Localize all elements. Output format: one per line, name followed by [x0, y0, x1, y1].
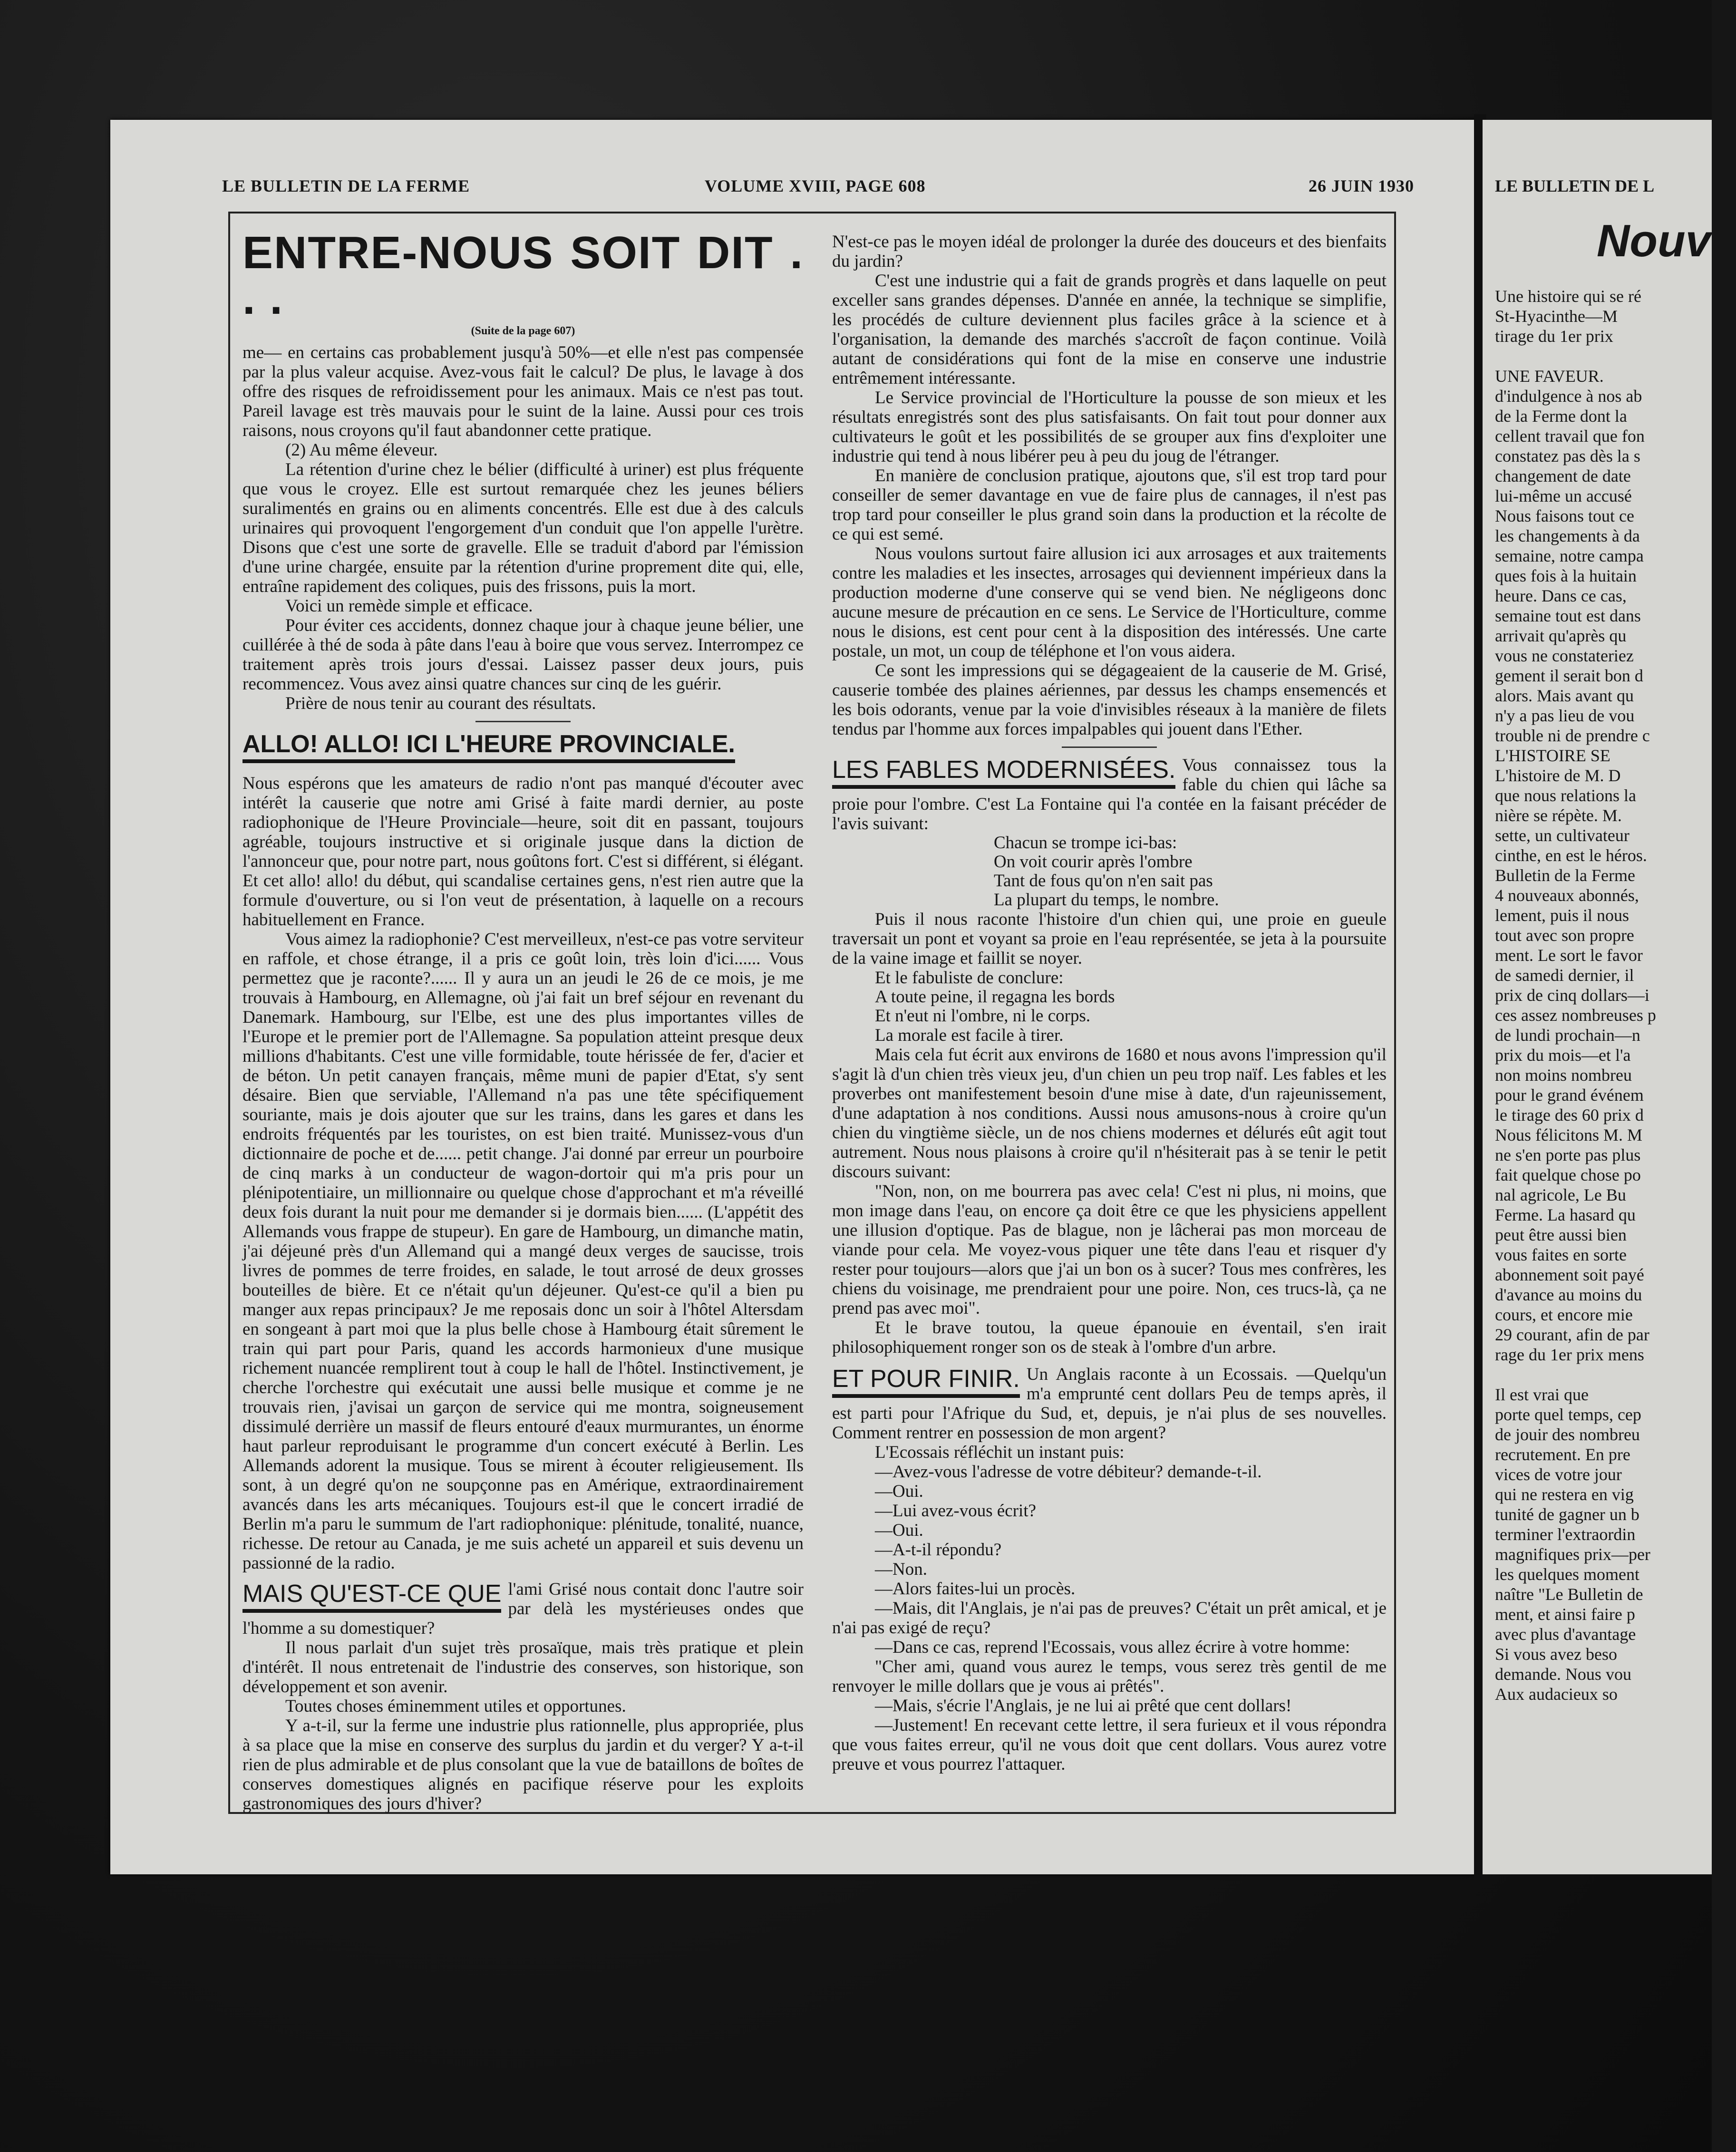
adjacent-text: [1495, 286, 1656, 1704]
paragraph: Et le fabuliste de conclure:: [875, 968, 1064, 988]
header-publication: LE BULLETIN DE LA FERME: [222, 176, 470, 195]
dialog-line: L'Ecossais réfléchit un instant puis:: [875, 1443, 1125, 1462]
adjacent-text-line: arrivait qu'après qu: [1495, 626, 1627, 645]
dialog-line: —Non.: [875, 1560, 927, 1579]
dialog-line: —A-t-il répondu?: [875, 1540, 1002, 1560]
poem-line: La plupart du temps, le nombre.: [994, 890, 1219, 910]
poem-line: A toute peine, il regagna les bords: [875, 987, 1115, 1007]
adjacent-text-line: Ferme. La hasard qu: [1495, 1205, 1636, 1224]
paragraph: Vous aimez la radiophonie? C'est merveilleux, n'est-ce pas votre serviteur en raffole, et chose étrange, il a pris ce goût loin, très loin d'ici...... Vous permettez que je raconte?...... Il y aura un an jeudi le 26 de ce mois, je me trouvais à Hambourg, en Allemagne, où j'ai fait un bref séjour en revenant du Danemark. Hambourg, sur l'Elbe, est une des plus importantes villes de l'Europe et le premier port de l'Allemagne. Sa population atteint presque deux millions d'habitants. C'est une ville formidable, toute hérissée de fer, d'acier et de béton. Un petit canayen français, même muni de papier d'Etat, s'y sent désaire. Bien que serviable, l'Allemand n'a pas une tête spécifiquement souriante, mais je dois ajouter que sur les trains, dans les gares et dans les endroits fréquentés par les touristes, on est bien traité. Munissez-vous d'un dictionnaire de poche et de...... petit change. J'ai donné par erreur un pourboire de cinq marks à un conducteur de wagon-dortoir qui m'a pris pour un plénipotentiaire, un millionnaire ou quelque chose d'approchant et m'a réveillé deux fois durant la nuit pour me demander si je dormais bien...... (L'appétit des Allemands vous frappe de stupeur). En gare de Hambourg, un dimanche matin, j'ai déjeuné près d'un Allemand qui a mangé deux verges de saucisse, trois livres de pommes de terre froides, en salade, le tout arrosé de deux grosses bouteilles de bière. Et ce n'était qu'un déjeuner. Qu'est-ce qu'il a bien pu manger aux repas principaux? Je me reposais donc un soir à l'hôtel Altersdam en songeant à part moi que la plus belle chose à Hambourg était sûrement le train qui part pour Paris, quand les accords harmonieux d'une musique richement nuancée remplirent tout à coup le hall de l'hôtel. Instinctivement, je cherche l'orchestre qui exécutait une aussi belle musique et comme je ne trouvais rien, j'avisai un garçon de service qui me montra, soigneusement dissimulé derrière un massif de fleurs entouré d'eaux murmurantes, un énorme haut parleur reproduisant le programme d'un concert exécuté à Berlin. Les Allemands adorent la musique. Tous se mirent à écouter religieusement. Ils sont, à un degré qu'on ne soupçonne pas en Amérique, extraordinairement avancés dans les arts mécaniques. Toujours est-il que le concert irradié de Berlin m'a paru le summum de l'art radiophonique: plénitude, tonalité, nuance, richesse. De retour au Canada, je me suis acheté un appareil et suis devenu un passionné de la radio.: [242, 930, 804, 1573]
column-left: [242, 227, 804, 1813]
paragraph: Mais cela fut écrit aux environs de 1680 et nous avons l'impression qu'il s'agit là d'un chien très vieux jeu, d'un chien un peu trop naïf. Les fables et les proverbes ont manifestement besoin d'une mise à date, d'un rajeunissement, d'une adaptation à nos conditions. Aussi nous amusons-nous à croire qu'un chien du vingtième siècle, un de nos chiens modernes et délurés eût agit tout autrement. Nous nous plaisons à croire qu'il n'hésiterait pas à se tenir le petit discours suivant:: [832, 1045, 1387, 1182]
adjacent-text-line: nière se répète. M.: [1495, 806, 1622, 825]
adjacent-text-line: porte quel temps, cep: [1495, 1405, 1641, 1424]
adjacent-text-line: Nous faisons tout ce: [1495, 506, 1634, 525]
paragraph: La morale est facile à tirer.: [875, 1026, 1064, 1045]
adjacent-text-line: que nous relations la: [1495, 786, 1636, 805]
dialog-line: —Dans ce cas, reprend l'Ecossais, vous allez écrire à votre homme:: [875, 1638, 1350, 1657]
adjacent-text-line: sette, un cultivateur: [1495, 826, 1629, 845]
paragraph: Pour éviter ces accidents, donnez chaque jour à chaque jeune bélier, une cuillérée à thé de soda à pâte dans l'eau à boire que vous servez. Interrompez ce traitement après trois jours d'essai. Laissez passer deux jours, puis recommencez. Vous avez ainsi quatre chances sur cinq de les guérir.: [242, 616, 804, 694]
adjacent-text-line: vous ne constateriez: [1495, 646, 1634, 665]
poem-line: Tant de fous qu'on n'en sait pas: [994, 871, 1213, 891]
adjacent-text-line: de jouir des nombreu: [1495, 1425, 1640, 1444]
adjacent-text-line: rage du 1er prix mens: [1495, 1345, 1644, 1364]
poem-line: Chacun se trompe ici-bas:: [994, 833, 1177, 853]
adjacent-text-line: demande. Nous vou: [1495, 1665, 1631, 1684]
adjacent-text-line: avec plus d'avantage: [1495, 1625, 1636, 1644]
adjacent-text-line: non moins nombreu: [1495, 1066, 1632, 1085]
adjacent-text-line: St-Hyacinthe—M: [1495, 307, 1618, 326]
adjacent-text-line: n'y a pas lieu de vou: [1495, 706, 1635, 725]
poem-quote: [832, 988, 1387, 1026]
article-title: ENTRE-NOUS SOIT DIT . . .: [242, 227, 804, 324]
adjacent-text-line: L'histoire de M. D: [1495, 766, 1621, 785]
adjacent-text-line: Si vous avez beso: [1495, 1645, 1617, 1664]
section-heading-finir: ET POUR FINIR.: [832, 1365, 1020, 1398]
adjacent-text-line: vices de votre jour: [1495, 1465, 1622, 1484]
continued-note: (Suite de la page 607): [471, 325, 575, 337]
adjacent-text-line: pour le grand événem: [1495, 1086, 1644, 1105]
adjacent-text-line: de lundi prochain—n: [1495, 1026, 1640, 1045]
poem-line: Et n'eut ni l'ombre, ni le corps.: [875, 1006, 1091, 1026]
adjacent-text-line: cinthe, en est le héros.: [1495, 846, 1647, 865]
adjacent-text-line: magnifiques prix—per: [1495, 1545, 1650, 1564]
paragraph: me— en certains cas probablement jusqu'à 50%—et elle n'est pas compensée par la plus valeur acquise. Avez-vous fait le calcul? De plus, le lavage à dos offre des risques de refroidissement pour les animaux. Mais ce n'est pas tout. Pareil lavage est très mauvais pour le suint de la laine. Aussi pour ces trois raisons, nous croyons qu'il faut abandonner cette pratique.: [242, 343, 804, 440]
adjacent-text-line: terminer l'extraordin: [1495, 1525, 1636, 1544]
adjacent-text-line: de samedi dernier, il: [1495, 966, 1634, 985]
adjacent-text-line: abonnement soit payé: [1495, 1265, 1644, 1284]
adjacent-text-line: d'avance au moins du: [1495, 1285, 1642, 1304]
adjacent-text-line: de la Ferme dont la: [1495, 407, 1627, 426]
dialog-line: —Justement! En recevant cette lettre, il sera furieux et il vous répondra que vous faites erreur, qu'il ne vous doit que cent dollars. Vous aurez votre preuve et vous pourrez l'attaquer.: [832, 1716, 1387, 1774]
adjacent-text-line: fait quelque chose po: [1495, 1165, 1641, 1184]
adjacent-text-line: les changements à da: [1495, 526, 1640, 545]
adjacent-title: Nouve: [1597, 215, 1736, 266]
dialog-line: —Oui.: [875, 1521, 923, 1540]
adjacent-text-line: trouble ni de prendre c: [1495, 726, 1650, 745]
dialog-line: —Alors faites-lui un procès.: [875, 1579, 1076, 1599]
paragraph: Prière de nous tenir au courant des résultats.: [285, 694, 596, 713]
paragraph: Puis il nous raconte l'histoire d'un chien qui, une proie en gueule traversait un pont et voyant sa proie en l'eau représentée, se jeta à la poursuite de la vaine image et faillit se noyer.: [832, 910, 1387, 968]
paragraph: Y a-t-il, sur la ferme une industrie plus rationnelle, plus appropriée, plus à sa place que la mise en conserve des surplus du jardin et du verger? Y a-t-il rien de plus admirable et de plus consolant que la vue de bataillons de boîtes de conserves domestiques alignés en pacifique réserve pour les exploits gastronomiques des jours d'hiver?: [242, 1716, 804, 1813]
column-right: [832, 232, 1387, 1801]
poem-quote: [832, 834, 1387, 910]
paragraph: La rétention d'urine chez le bélier (difficulté à uriner) est plus fréquente que vous le croyez. Elle est surtout remarquée chez les jeunes béliers suralimentés en grains ou en aliments concentrés. Elle est due à des calculs urinaires qui provoquent l'engorgement d'un conduit que l'on appelle l'urètre. Disons que c'est une sorte de gravelle. Elle se traduit d'abord par l'émission d'une urine chargée, ensuite par la rétention d'urine proprement dite qui, elle, entraîne rapidement des coliques, puis des frissons, puis la mort.: [242, 460, 804, 596]
paragraph: Ce sont les impressions qui se dégageaient de la causerie de M. Grisé, causerie tombée des plaines aériennes, par dessus les champs ensemencés et les bois odorants, venue par la voie d'invisibles réseaux à la manière de filets tendus par l'homme aux forces impalpables qui jouent dans l'Ether.: [832, 661, 1387, 739]
adjacent-text-line: [1495, 346, 1656, 366]
adjacent-text-line: peut être aussi bien: [1495, 1225, 1627, 1244]
adjacent-text-line: heure. Dans ce cas,: [1495, 586, 1627, 605]
section-heading-radio: ALLO! ALLO! ICI L'HEURE PROVINCIALE.: [242, 730, 735, 763]
section-divider: [475, 721, 571, 722]
adjacent-text-line: nal agricole, Le Bu: [1495, 1185, 1626, 1204]
section-lead: l'ami Grisé nous contait donc l'autre soir par delà les mystérieuses ondes que l'homme a su domestiquer?: [242, 1580, 804, 1638]
newspaper-page: [110, 120, 1480, 1874]
dialog-line: —Mais, s'écrie l'Anglais, je ne lui ai prêté que cent dollars!: [875, 1696, 1292, 1716]
dialog-line: —Mais, dit l'Anglais, je n'ai pas de preuves? C'était un prêt amical, et je n'ai pas exigé de reçu?: [832, 1599, 1387, 1638]
adjacent-text-line: prix du mois—et l'a: [1495, 1046, 1631, 1065]
adjacent-text-line: lui-même un accusé: [1495, 486, 1632, 505]
adjacent-text-line: UNE FAVEUR.: [1495, 367, 1604, 386]
adjacent-text-line: Nous félicitons M. M: [1495, 1125, 1642, 1144]
adjacent-text-line: constatez pas dès la s: [1495, 446, 1640, 465]
adjacent-header: LE BULLETIN DE L: [1495, 176, 1655, 195]
adjacent-text-line: les quelques moment: [1495, 1565, 1639, 1584]
adjacent-text-line: prix de cinq dollars—i: [1495, 986, 1649, 1005]
paragraph: N'est-ce pas le moyen idéal de prolonger la durée des douceurs et des bienfaits du jardin?: [832, 232, 1387, 271]
adjacent-text-line: lement, puis il nous: [1495, 906, 1629, 925]
adjacent-text-line: ne s'en porte pas plus: [1495, 1145, 1641, 1164]
paragraph: Voici un remède simple et efficace.: [285, 596, 533, 616]
adjacent-text-line: tout avec son propre: [1495, 926, 1634, 945]
adjacent-text-line: ment, et ainsi faire p: [1495, 1605, 1635, 1624]
adjacent-text-line: Une histoire qui se ré: [1495, 287, 1641, 306]
adjacent-text-line: ment. Le sort le favor: [1495, 946, 1643, 965]
adjacent-text-line: Il est vrai que: [1495, 1385, 1589, 1404]
paragraph: Nous voulons surtout faire allusion ici aux arrosages et aux traitements contre les maladies et les insectes, arrosages qui deviennent impérieux dans la production moderne d'une conserve qui se vend bien. Ne négligeons donc aucune mesure de précaution en ce sens. Le Service de l'Horticulture, comme nous le disions, est cent pour cent à la disposition des intéressés. Une carte postale, un mot, un coup de téléphone et l'on vous aidera.: [832, 544, 1387, 661]
paragraph: C'est une industrie qui a fait de grands progrès et dans laquelle on peut exceller sans grandes dépenses. D'année en année, la technique se simplifie, les procédés de culture deviennent plus faciles grâce à la science et à l'organisation, la demande des marchés s'accroît de façon continue. Voilà autant de considérations qui font de la mise en conserve une industrie entrêmement intéressante.: [832, 271, 1387, 388]
dialog-line: —Lui avez-vous écrit?: [875, 1501, 1037, 1521]
adjacent-text-line: tunité de gagner un b: [1495, 1505, 1639, 1524]
adjacent-text-line: L'HISTOIRE SE: [1495, 746, 1610, 765]
paragraph: Et le brave toutou, la queue épanouie en éventail, s'en irait philosophiquement ronger son os de steak à l'ombre d'un arbre.: [832, 1318, 1387, 1357]
paragraph: Toutes choses éminemment utiles et opportunes.: [285, 1696, 626, 1716]
header-date: 26 JUIN 1930: [1309, 176, 1415, 195]
adjacent-text-line: gement il serait bon d: [1495, 666, 1643, 685]
adjacent-text-line: recrutement. En pre: [1495, 1445, 1630, 1464]
header-volume: VOLUME XVIII, PAGE 608: [705, 176, 926, 195]
adjacent-text-line: changement de date: [1495, 466, 1631, 485]
dialog-line: "Cher ami, quand vous aurez le temps, vous serez très gentil de me renvoyer le mille dollars que je vous ai prêtés".: [832, 1657, 1387, 1696]
adjacent-text-line: cours, et encore mie: [1495, 1305, 1633, 1324]
section-heading-fables: LES FABLES MODERNISÉES.: [832, 756, 1175, 789]
adjacent-text-line: Aux audacieux so: [1495, 1685, 1618, 1704]
adjacent-page: [1483, 120, 1736, 1874]
adjacent-text-line: ques fois à la huitain: [1495, 566, 1637, 585]
adjacent-text-line: ces assez nombreuses p: [1495, 1006, 1656, 1025]
adjacent-text-line: qui ne restera en vig: [1495, 1485, 1634, 1504]
section-heading-conserves: MAIS QU'EST-CE QUE: [242, 1580, 501, 1613]
paragraph: "Non, non, on me bourrera pas avec cela! C'est ni plus, ni moins, que mon image dans l'eau, on encore ça doit être ce que les physiciens appellent une illusion d'optique. Pas de blague, non je lâcherai pas mon morceau de viande pour cela. Me voyez-vous piquer une tête dans l'eau et risquer d'y rester pour toujours—alors que j'ai un bon os à sucer? Tous mes confrères, les chiens du voisinage, me prendraient pour une poire. Non, ces trucs-là, ça ne prend pas avec moi".: [832, 1182, 1387, 1318]
adjacent-text-line: [1495, 1365, 1656, 1385]
adjacent-text-line: d'indulgence à nos ab: [1495, 387, 1642, 406]
paragraph: (2) Au même éleveur.: [285, 440, 438, 460]
section-lead: Un Anglais raconte à un Ecossais. —Quelqu'un m'a emprunté cent dollars Peu de temps après, il est parti pour l'Afrique du Sud, et, depuis, je n'ai plus de ses nouvelles. Comment rentrer en possession de mon argent?: [832, 1365, 1387, 1443]
adjacent-text-line: 29 courant, afin de par: [1495, 1325, 1649, 1344]
paragraph: Il nous parlait d'un sujet très prosaïque, mais très pratique et plein d'intérêt. Il nous entretenait de l'industrie des conserves, son historique, son développement et son avenir.: [242, 1638, 804, 1696]
paragraph: Nous espérons que les amateurs de radio n'ont pas manqué d'écouter avec intérêt la causerie que notre ami Grisé à faite mardi dernier, au poste radiophonique de l'Heure Provinciale—heure, soit dit en passant, toujours agréable, toujours instructive et si originale jusque dans la diction de l'annonceur que, pour notre part, nous goûtons fort. C'est si différent, si élégant. Et cet allo! allo! du début, qui scandalise certaines gens, n'est rien autre que la formule d'ouverture, ou si l'on veut de présentation, à laquelle on a recours habituellement en France.: [242, 774, 804, 930]
adjacent-text-line: Bulletin de la Ferme: [1495, 866, 1635, 885]
adjacent-text-line: naître "Le Bulletin de: [1495, 1585, 1643, 1604]
paragraph: Le Service provincial de l'Horticulture la pousse de son mieux et les résultats enregistrés sont des plus satisfaisants. On fait tout pour donner aux cultivateurs le goût et les possibilités de se grouper aux fins d'exploiter une industrie qui tend à nous libérer peu à peu du joug de l'étranger.: [832, 388, 1387, 466]
dialog-line: —Oui.: [875, 1482, 923, 1501]
section-lead: Vous connaissez tous la fable du chien qui lâche sa proie pour l'ombre. C'est La Fontaine qui l'a contée en la faisant précéder de l'avis suivant:: [832, 756, 1387, 834]
section-divider: [1062, 746, 1157, 748]
adjacent-text-line: tirage du 1er prix: [1495, 327, 1613, 346]
poem-line: On voit courir après l'ombre: [994, 852, 1193, 872]
adjacent-text-line: cellent travail que fon: [1495, 427, 1645, 446]
adjacent-text-line: semaine, notre campa: [1495, 546, 1644, 565]
adjacent-text-line: alors. Mais avant qu: [1495, 686, 1634, 705]
adjacent-text-line: le tirage des 60 prix d: [1495, 1105, 1644, 1124]
adjacent-text-line: 4 nouveaux abonnés,: [1495, 886, 1639, 905]
adjacent-text-line: semaine tout est dans: [1495, 606, 1641, 625]
dialog-line: —Avez-vous l'adresse de votre débiteur? demande-t-il.: [875, 1462, 1262, 1482]
adjacent-text-line: vous faites en sorte: [1495, 1245, 1627, 1264]
paragraph: En manière de conclusion pratique, ajoutons que, s'il est trop tard pour conseiller de semer davantage en vue de faire plus de cannages, il n'est pas trop tard pour conseiller le plus grand soin dans la production et la récolte de ce qui est semé.: [832, 466, 1387, 544]
